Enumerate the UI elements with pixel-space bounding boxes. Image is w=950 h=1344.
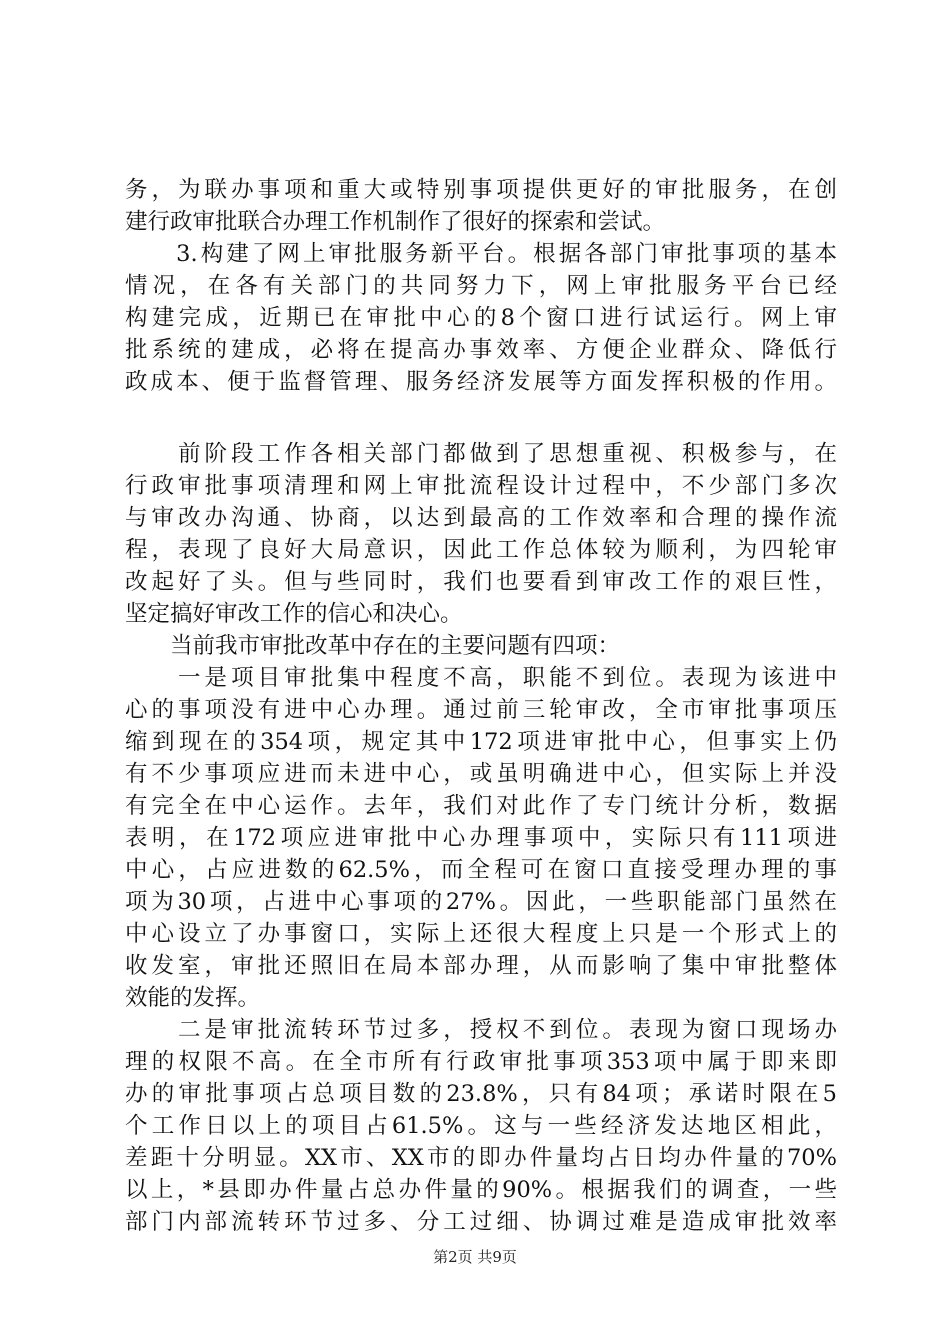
text-line: 前阶段工作各相关部门都做到了思想重视、积极参与，在 [125,441,837,467]
paragraph-gap [125,398,837,438]
text-line: 行政审批事项清理和网上审批流程设计过程中，不少部门多次 [125,473,837,499]
text-line: 办的审批事项占总项目数的23.8%，只有84项；承诺时限在5 [125,1081,837,1107]
text-line: 政成本、便于监督管理、服务经济发展等方面发挥积极的作用。 [125,369,837,395]
text-line: 3.构建了网上审批服务新平台。根据各部门审批事项的基本 [125,241,837,267]
text-line: 情况，在各有关部门的共同努力下，网上审批服务平台已经 [125,273,837,299]
text-line: 有完全在中心运作。去年，我们对此作了专门统计分析，数据 [125,793,837,819]
text-line: 以上，*县即办件量占总办件量的90%。根据我们的调查，一些 [125,1177,837,1203]
text-line: 有不少事项应进而未进中心，或虽明确进中心，但实际上并没 [125,761,837,787]
text-line: 项为30项，占进中心事项的27%。因此，一些职能部门虽然在 [125,889,837,915]
text-line: 个工作日以上的项目占61.5%。这与一些经济发达地区相此， [125,1113,837,1139]
text-line: 建行政审批联合办理工作机制作了很好的探索和尝试。 [125,209,666,235]
text-line: 改起好了头。但与些同时，我们也要看到审改工作的艰巨性， [125,569,837,595]
text-line: 二是审批流转环节过多，授权不到位。表现为窗口现场办 [125,1017,837,1043]
text-line: 心的事项没有进中心办理。通过前三轮审改，全市审批事项压 [125,697,837,723]
text-line: 当前我市审批改革中存在的主要问题有四项： [125,633,621,659]
text-line: 批系统的建成，必将在提高办事效率、方便企业群众、降低行 [125,337,837,363]
text-line: 中心设立了办事窗口，实际上还很大程度上只是一个形式上的 [125,921,837,947]
text-line: 收发室，审批还照旧在局本部办理，从而影响了集中审批整体 [125,953,837,979]
text-line: 理的权限不高。在全市所有行政审批事项353项中属于即来即 [125,1049,837,1075]
text-line: 效能的发挥。 [125,985,261,1011]
text-line: 中心，占应进数的62.5%，而全程可在窗口直接受理办理的事 [125,857,837,883]
text-line: 差距十分明显。XX市、XX市的即办件量均占日均办件量的70% [125,1145,837,1171]
text-line: 坚定搞好审改工作的信心和决心。 [125,601,463,627]
text-line: 程，表现了良好大局意识，因此工作总体较为顺利，为四轮审 [125,537,837,563]
document-body [125,174,837,1238]
text-line: 一是项目审批集中程度不高，职能不到位。表现为该进中 [125,665,837,691]
text-line: 构建完成，近期已在审批中心的8个窗口进行试运行。网上审 [125,305,837,331]
text-line: 与审改办沟通、协商，以达到最高的工作效率和合理的操作流 [125,505,837,531]
text-line: 缩到现在的354项，规定其中172项进审批中心，但事实上仍 [125,729,837,755]
text-line: 部门内部流转环节过多、分工过细、协调过难是造成审批效率 [125,1209,837,1235]
text-line: 务，为联办事项和重大或特别事项提供更好的审批服务，在创 [125,177,837,203]
text-line: 表明，在172项应进审批中心办理事项中，实际只有111项进 [125,825,837,851]
page-number-footer: 第2页 共9页 [433,1248,517,1266]
